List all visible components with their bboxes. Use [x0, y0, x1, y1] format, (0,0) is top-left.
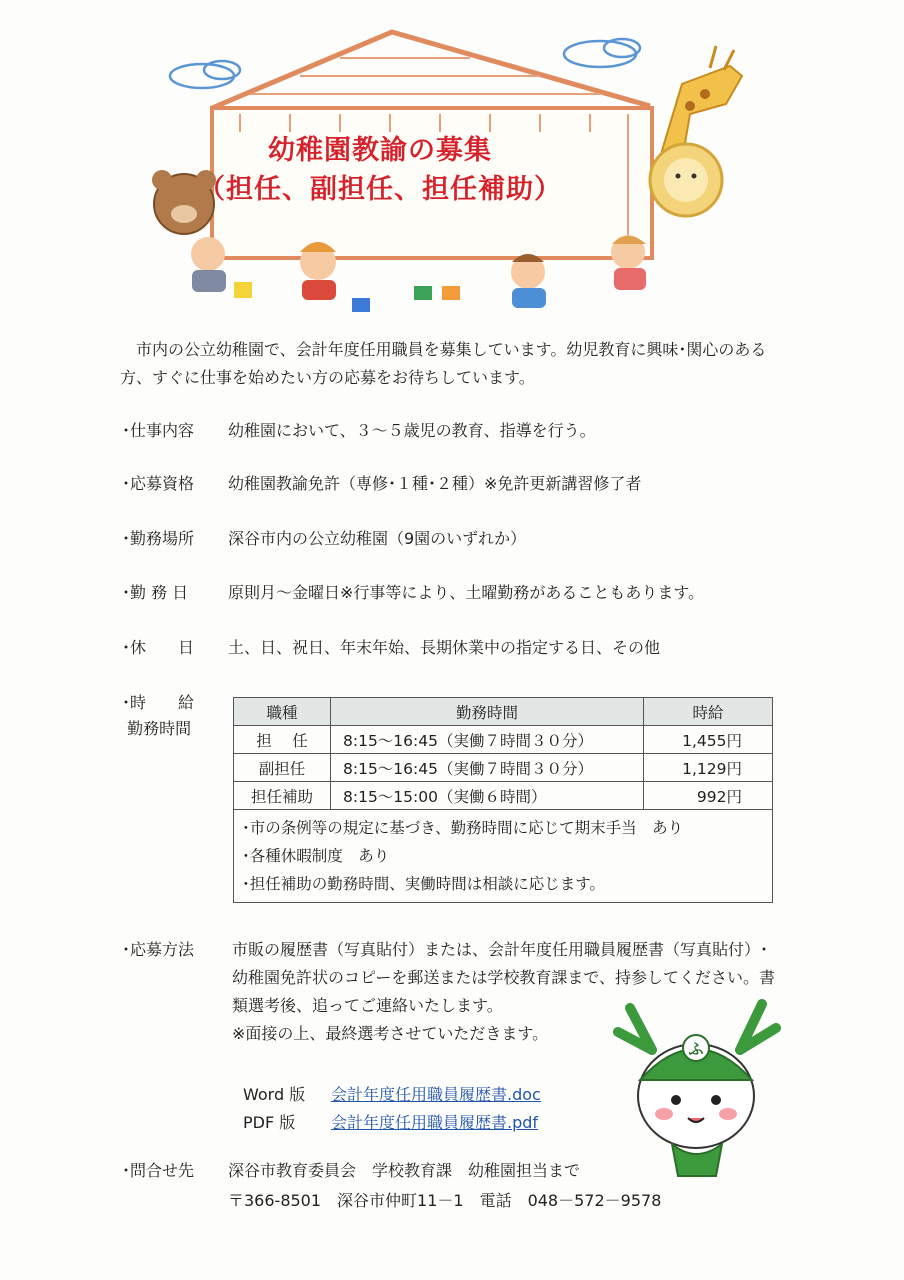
application-body: 市販の履歴書（写真貼付）または、会計年度任用職員履歴書（写真貼付）･幼稚園免許状のコピーを郵送または学校教育課まで、持参してください。書類選考後、追ってご連絡いたします。	[232, 940, 776, 1015]
download-word-link[interactable]: 会計年度任用職員履歴書.doc	[331, 1085, 541, 1104]
download-word	[243, 1082, 541, 1108]
note-leave: ･各種休暇制度 あり	[242, 847, 390, 865]
pay-table	[233, 697, 773, 903]
header-wage: 時給	[644, 698, 773, 726]
notes-row	[234, 810, 773, 903]
header-job-type: 職種	[234, 698, 331, 726]
contact-address-phone: 〒366-8501 深谷市仲町11－1 電話 048－572－9578	[228, 1191, 662, 1210]
table-row	[234, 754, 773, 782]
notes-cell	[234, 810, 773, 903]
job-description-value: 幼稚園において、３～５歳児の教育、指導を行う。	[228, 421, 596, 440]
note-allowance: ･市の条例等の規定に基づき、勤務時間に応じて期末手当 あり	[242, 819, 684, 837]
download-pdf	[243, 1110, 538, 1136]
contact-section	[122, 1156, 661, 1216]
table-header-row	[234, 698, 773, 726]
download-pdf-label: PDF 版	[243, 1113, 296, 1132]
workdays-row	[122, 580, 704, 606]
interview-note: ※面接の上、最終選考させていただきます。	[232, 1024, 549, 1043]
hours-cell: 8:15～16:45（実働７時間３０分）	[331, 754, 644, 782]
intro-paragraph: 市内の公立幼稚園で、会計年度任用職員を募集しています。幼児教育に興味･関心のある方、すぐに仕事を始めたい方の応募をお待ちしています。	[120, 340, 767, 387]
page-title	[130, 132, 630, 210]
application-label: ･応募方法	[122, 940, 195, 959]
wage-cell: 1,455円	[644, 726, 773, 754]
qualification-value: 幼稚園教諭免許（専修･１種･２種）※免許更新講習修了者	[228, 474, 642, 493]
holidays-label: ･休 日	[122, 638, 195, 657]
qualification-label: ･応募資格	[122, 474, 195, 493]
note-assistant-hours: ･担任補助の勤務時間、実働時間は相談に応じます。	[242, 875, 606, 893]
download-word-label: Word 版	[243, 1085, 306, 1104]
qualification-row	[122, 471, 641, 497]
title-line-2: （担任、副担任、担任補助）	[198, 174, 562, 205]
title-line-1: 幼稚園教諭の募集	[268, 135, 492, 166]
lion-icon	[650, 144, 722, 216]
pay-label-line-2: 勤務時間	[122, 719, 192, 738]
table-row	[234, 726, 773, 754]
table-row	[234, 782, 773, 810]
pay-label-line-1: ･時 給	[122, 693, 195, 712]
workplace-label: ･勤務場所	[122, 529, 195, 548]
header-hours: 勤務時間	[331, 698, 644, 726]
wage-cell: 992円	[644, 782, 773, 810]
job-type-cell: 副担任	[234, 754, 331, 782]
workdays-label: ･勤 務 日	[122, 583, 189, 602]
wage-cell: 1,129円	[644, 754, 773, 782]
workdays-value: 原則月～金曜日※行事等により、土曜勤務があることもあります。	[228, 583, 705, 602]
workplace-row	[122, 526, 526, 552]
mascot-badge-text: ふ	[688, 1040, 704, 1058]
hours-cell: 8:15～16:45（実働７時間３０分）	[331, 726, 644, 754]
job-type-cell: 担 任	[234, 726, 331, 754]
holidays-value: 土、日、祝日、年末年始、長期休業中の指定する日、その他	[228, 638, 661, 657]
holidays-row	[122, 635, 660, 661]
download-pdf-link[interactable]: 会計年度任用職員履歴書.pdf	[331, 1113, 539, 1132]
contact-office: 深谷市教育委員会 学校教育課 幼稚園担当まで	[228, 1161, 581, 1180]
job-type-cell: 担任補助	[234, 782, 331, 810]
hours-cell: 8:15～15:00（実働６時間）	[331, 782, 644, 810]
workplace-value: 深谷市内の公立幼稚園（9園のいずれか）	[228, 529, 527, 548]
job-description-row	[122, 418, 596, 444]
job-description-label: ･仕事内容	[122, 421, 195, 440]
pay-label	[122, 690, 194, 742]
contact-label: ･問合せ先	[122, 1161, 195, 1180]
